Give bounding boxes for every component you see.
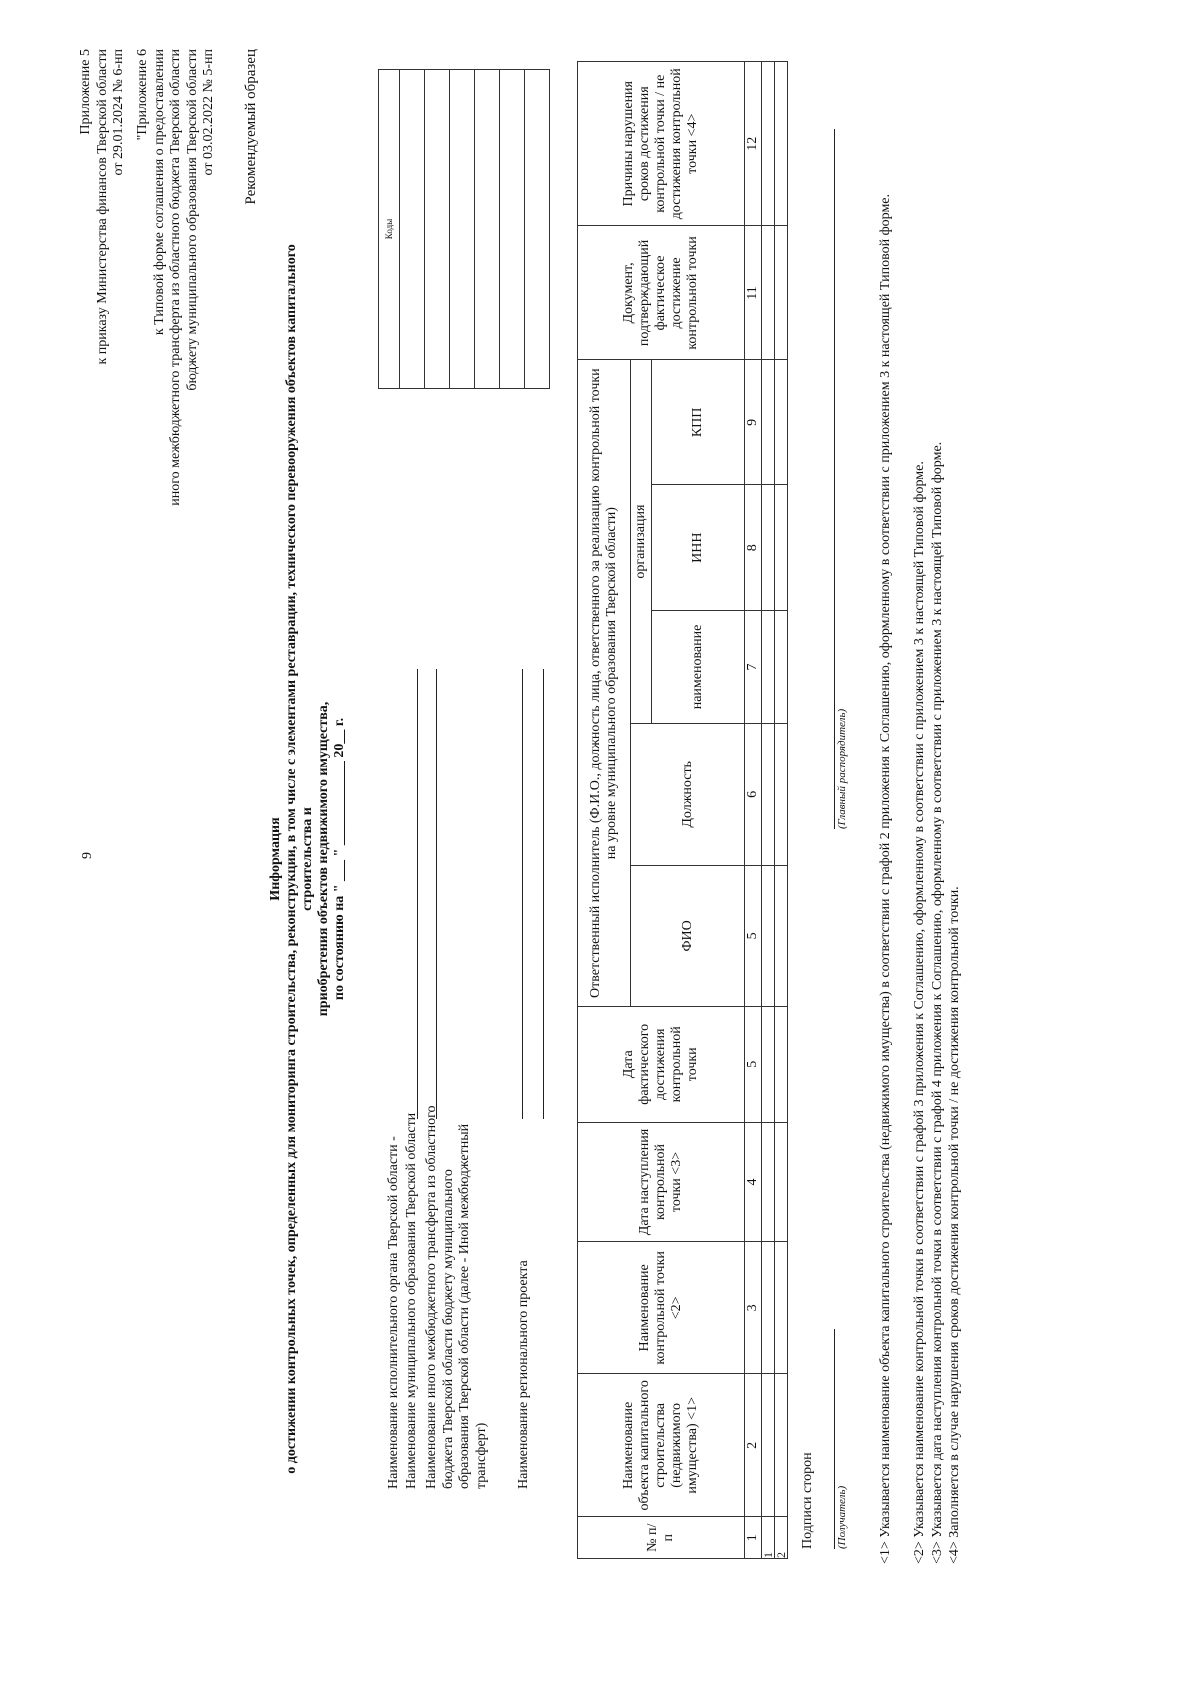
col-number: 4: [745, 1122, 762, 1242]
code-cell: [524, 70, 549, 389]
municipality-label: Наименование муниципального образования Тверской области: [404, 1112, 419, 1489]
col-kpp-header: КПП: [652, 360, 745, 485]
col-reasons-header: Причины нарушения сроков достижения контрольной точки / не достижения контрольной точки <4>: [578, 62, 745, 226]
row-cell: 2: [775, 1517, 788, 1559]
header-row-1: [578, 62, 631, 1559]
row-cell: [762, 1242, 775, 1374]
row-cell: [762, 226, 775, 360]
row-cell: [775, 723, 788, 865]
page-number: 9: [80, 852, 95, 859]
col-org-header: организация: [631, 360, 652, 723]
row-cell: [775, 1006, 788, 1122]
exec-body-line: [417, 669, 418, 1119]
codes-table: [378, 69, 550, 389]
row-cell: [775, 485, 788, 611]
col-number: 8: [745, 485, 762, 611]
row-cell: [762, 1122, 775, 1242]
transfer-line4: трансферт): [473, 1422, 489, 1489]
exec-body-label: Наименование исполнительного органа Тверской области -: [386, 1136, 401, 1489]
transfer-line-blank: [522, 669, 523, 1119]
footnote-4: <4> Заполняется в случае нарушения сроков достижения контрольной точки / не достижения контрольной точки.: [947, 886, 962, 1564]
col-inn-header: ИНН: [652, 485, 745, 611]
row-cell: [775, 1122, 788, 1242]
project-label: Наименование регионального проекта: [516, 1260, 531, 1489]
appendix6-line4: бюджету муниципального образования Тверской области: [184, 49, 200, 391]
recipient-caption: (Получатель): [836, 1485, 848, 1549]
title-line2: о достижении контрольных точек, определенных для мониторинга строительства, реконструкции, в том числе с элементами реставрации, технического перевооружения объектов капитального строительства и: [284, 244, 315, 1474]
code-cell: [424, 70, 449, 389]
table-row: [762, 62, 775, 1559]
title-line4: по состоянию на " ___ " ____________ 20__ г.: [332, 717, 347, 1001]
row-cell: [762, 723, 775, 865]
title-line1: Информация: [268, 817, 283, 901]
column-numbers-row: [745, 62, 762, 1559]
appendix5-line3: от 29.01.2024 № 6-нп: [111, 49, 126, 176]
table-row: [775, 62, 788, 1559]
appendix6-line3: иного межбюджетного трансферта из областного бюджета Тверской области: [168, 49, 183, 506]
col-num-header: № п/п: [578, 1517, 745, 1559]
footnote-1: <1> Указывается наименование объекта капитального строительства (недвижимого имущества) в соответствии с графой 2 приложения к Соглашению, оформленному в соответствии с приложением 3 к настоящей Типовой форме.: [878, 193, 893, 1564]
row-cell: [775, 360, 788, 485]
col-point-header: Наименование контрольной точки <2>: [578, 1242, 745, 1374]
transfer-line1: Наименование иного межбюджетного трансферта из областного: [424, 1105, 439, 1489]
row-cell: 1: [762, 1517, 775, 1559]
col-number: 7: [745, 611, 762, 724]
appendix-6-note: [135, 49, 218, 569]
transfer-label: [424, 1105, 490, 1489]
appendix6-line5: от 03.02.2022 № 5-нп: [201, 49, 216, 176]
manager-caption: (Главный распорядитель): [836, 708, 848, 829]
transfer-line3: образования Тверской области (далее - Иной межбюджетный: [457, 1123, 472, 1489]
row-cell: [762, 611, 775, 724]
col-number: 1: [745, 1517, 762, 1559]
code-cell: [449, 70, 474, 389]
appendix5-line2: к приказу Министерства финансов Тверской области: [94, 49, 110, 365]
row-cell: [762, 865, 775, 1006]
codes-header: Коды: [379, 70, 400, 389]
municipality-line: [436, 669, 437, 1119]
recipient-signature-line: [834, 1329, 835, 1549]
col-number: 9: [745, 360, 762, 485]
footnote-2: <2> Указывается наименование контрольной точки в соответствии с графой 3 приложения к Соглашению, оформленному в соответствии с приложением 3 к настоящей Типовой форме.: [912, 461, 927, 1564]
col-object-header: Наименование объекта капитального строительства (недвижимого имущества) <1>: [578, 1374, 745, 1517]
appendix-5-note: [78, 49, 128, 569]
col-date-due-header: Дата наступления контрольной точки <3>: [578, 1122, 745, 1242]
col-fio-header: ФИО: [631, 865, 745, 1006]
col-date-fact-header: Дата фактического достижения контрольной точки: [578, 1006, 745, 1122]
col-number: 11: [745, 226, 762, 360]
col-number: 2: [745, 1374, 762, 1517]
appendix6-line2: к Типовой форме соглашения о предоставлении: [151, 49, 167, 336]
appendix6-line1: "Приложение 6: [135, 49, 150, 141]
control-points-table: [577, 61, 788, 1559]
row-cell: [775, 1242, 788, 1374]
document-title: [268, 199, 348, 1519]
manager-signature-line: [834, 129, 835, 829]
row-cell: [775, 226, 788, 360]
code-cell: [399, 70, 424, 389]
col-number: 5: [745, 865, 762, 1006]
footnote-3: <3> Указывается дата наступления контрольной точки в соответствии с графой 4 приложения к Соглашению, оформленному в соответствии с приложением 3 к настоящей Типовой форме.: [930, 441, 945, 1564]
col-number: 5: [745, 1006, 762, 1122]
col-number: 6: [745, 723, 762, 865]
col-document-header: Документ, подтверждающий фактическое достижение контрольной точки: [578, 226, 745, 360]
row-cell: [775, 611, 788, 724]
col-position-header: Должность: [631, 723, 745, 865]
row-cell: [775, 1374, 788, 1517]
recommended-sample-label: Рекомендуемый образец: [243, 49, 259, 205]
row-cell: [775, 865, 788, 1006]
col-responsible-header: Ответственный исполнитель (Ф.И.О., должность лица, ответственного за реализацию контрольной точки на уровне муниципального образования Тверской области): [578, 360, 631, 1007]
code-cell: [474, 70, 499, 389]
row-cell: [762, 360, 775, 485]
row-cell: [762, 62, 775, 226]
col-number: 12: [745, 62, 762, 226]
title-line3: приобретения объектов недвижимого имущества,: [316, 701, 331, 1017]
col-orgname-header: наименование: [652, 611, 745, 724]
row-cell: [762, 1374, 775, 1517]
row-cell: [762, 1006, 775, 1122]
transfer-line2: бюджета Тверской области бюджету муниципального: [440, 1169, 456, 1489]
signatures-title: Подписи сторон: [800, 1452, 815, 1549]
row-cell: [762, 485, 775, 611]
project-line: [543, 669, 544, 1119]
appendix5-line1: Приложение 5: [78, 49, 93, 135]
code-cell: [499, 70, 524, 389]
col-number: 3: [745, 1242, 762, 1374]
row-cell: [775, 62, 788, 226]
